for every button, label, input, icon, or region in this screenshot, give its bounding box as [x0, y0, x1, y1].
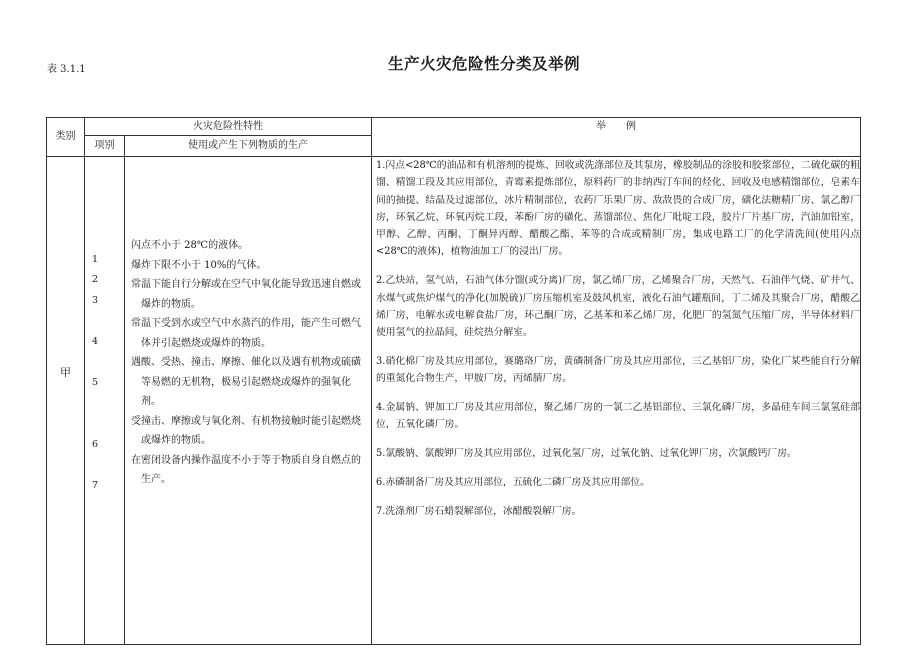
example-paragraph: 7.洗涤剂厂房石蜡裂解部位，冰醋酸裂解厂房。 — [376, 505, 582, 517]
example-paragraph: 4.金属钠、钾加工厂房及其应用部位，聚乙烯厂房的一氯二乙基铝部位、三氯化磷厂房，多晶硅车间三氯氢硅部位，五氧化磷厂房。 — [376, 402, 860, 431]
item-number: 7 — [92, 480, 99, 491]
header-divider — [84, 135, 371, 136]
example-paragraph: 1.闪点<28℃的油品和有机溶剂的提炼、回收或洗涤部位及其泵房，橡胶制品的涂胶和胶浆部位，二硫化碳的粗馏、精馏工段及其应用部位，青霉素提炼部位，原料药厂的非纳西汀车间的烃化、回收及电感精馏部位，皂素车间的抽提、结晶及过滤部位，冰片精制部位，农药厂乐果厂房、敌敌畏的合成厂房，磺化法糖精厂房、氯乙醇厂房，环氧乙烷、环氧丙烷工段，苯酚厂房的磺化、蒸馏部位、焦化厂吡啶工段，胶片厂片基厂房，汽油加铅室，甲醇、乙醇、丙酮、丁酮异丙醇、醋酸乙酯、苯等的合成或精制厂房，集成电路工厂的化学清洗间(使用闪点<28℃的液体)，植物油加工厂的浸出厂房。 — [376, 160, 860, 258]
category-divider — [84, 117, 85, 645]
characteristic-item: 闪点不小于 28℃的液体。 — [131, 240, 249, 251]
item-number: 4 — [92, 336, 99, 347]
examples-list — [376, 157, 860, 532]
table-reference: 表 3.1.1 — [47, 64, 86, 75]
item-header: 项别 — [94, 140, 115, 151]
item-number: 5 — [92, 377, 99, 388]
item-number: 1 — [92, 254, 99, 265]
fire-hazard-header: 火灾危险性特性 — [193, 121, 263, 132]
characteristics-list — [131, 236, 367, 490]
item-divider — [124, 135, 125, 645]
characteristic-item: 在密闭设备内操作温度不小于等于物质自身自燃点的生产。 — [131, 454, 361, 485]
item-number: 6 — [92, 439, 99, 450]
characteristic-item: 爆炸下限不小于 10%的气体。 — [131, 259, 267, 271]
item-number: 3 — [92, 295, 99, 306]
table-top-border — [46, 117, 861, 118]
substances-header: 使用或产生下列物质的生产 — [188, 140, 308, 151]
table-left-border — [46, 117, 47, 645]
document-title: 生产火灾危险性分类及举例 — [388, 55, 581, 73]
category-header: 类别 — [55, 131, 76, 142]
item-number: 2 — [92, 274, 99, 285]
characteristic-item: 受撞击、摩擦或与氧化剂、有机物接触时能引起燃烧或爆炸的物质。 — [131, 415, 361, 446]
characteristic-item: 遇酸、受热、撞击、摩擦、催化以及遇有机物或硫磺等易燃的无机物，极易引起燃烧或爆炸的强氧化剂。 — [131, 357, 361, 407]
examples-divider — [371, 117, 372, 645]
example-paragraph: 3.硝化棉厂房及其应用部位，赛璐珞厂房，黄磷制备厂房及其应用部位，三乙基铝厂房，染化厂某些能自行分解的重氮化合物生产，甲胺厂房，丙烯腈厂房。 — [376, 355, 860, 385]
example-paragraph: 5.氯酸钠、氯酸钾厂房及其应用部位，过氧化氢厂房，过氧化钠、过氧化钾厂房，次氯酸钙厂房。 — [376, 448, 797, 460]
table-bottom-border — [46, 644, 861, 645]
characteristic-item: 常温下受到水或空气中水蒸汽的作用，能产生可燃气体并引起燃烧或爆炸的物质。 — [131, 318, 361, 349]
example-paragraph: 6.赤磷制备厂房及其应用部位，五硫化二磷厂房及其应用部位。 — [376, 476, 650, 488]
table-right-border — [860, 117, 861, 645]
category-value: 甲 — [60, 366, 71, 379]
examples-header: 举 例 — [596, 121, 636, 132]
characteristic-item: 常温下能自行分解或在空气中氧化能导致迅速自燃或爆炸的物质。 — [131, 279, 361, 310]
example-paragraph: 2.乙炔站，氢气站，石油气体分馏(或分离)厂房，氯乙烯厂房，乙烯聚合厂房，天然气、石油伴气烧、矿井气、水煤气或焦炉煤气的净化(加脱硫)厂房压缩机室及鼓风机室，液化石油气罐瓶间，丁二烯及其聚合厂房，醋酸乙烯厂房，电解水或电解食盐厂房，环己酮厂房，乙基苯和苯乙烯厂房，化肥厂的氢氮气压缩厂房，半导体材料厂使用氢气的拉晶间，硅烷热分解室。 — [376, 275, 860, 339]
